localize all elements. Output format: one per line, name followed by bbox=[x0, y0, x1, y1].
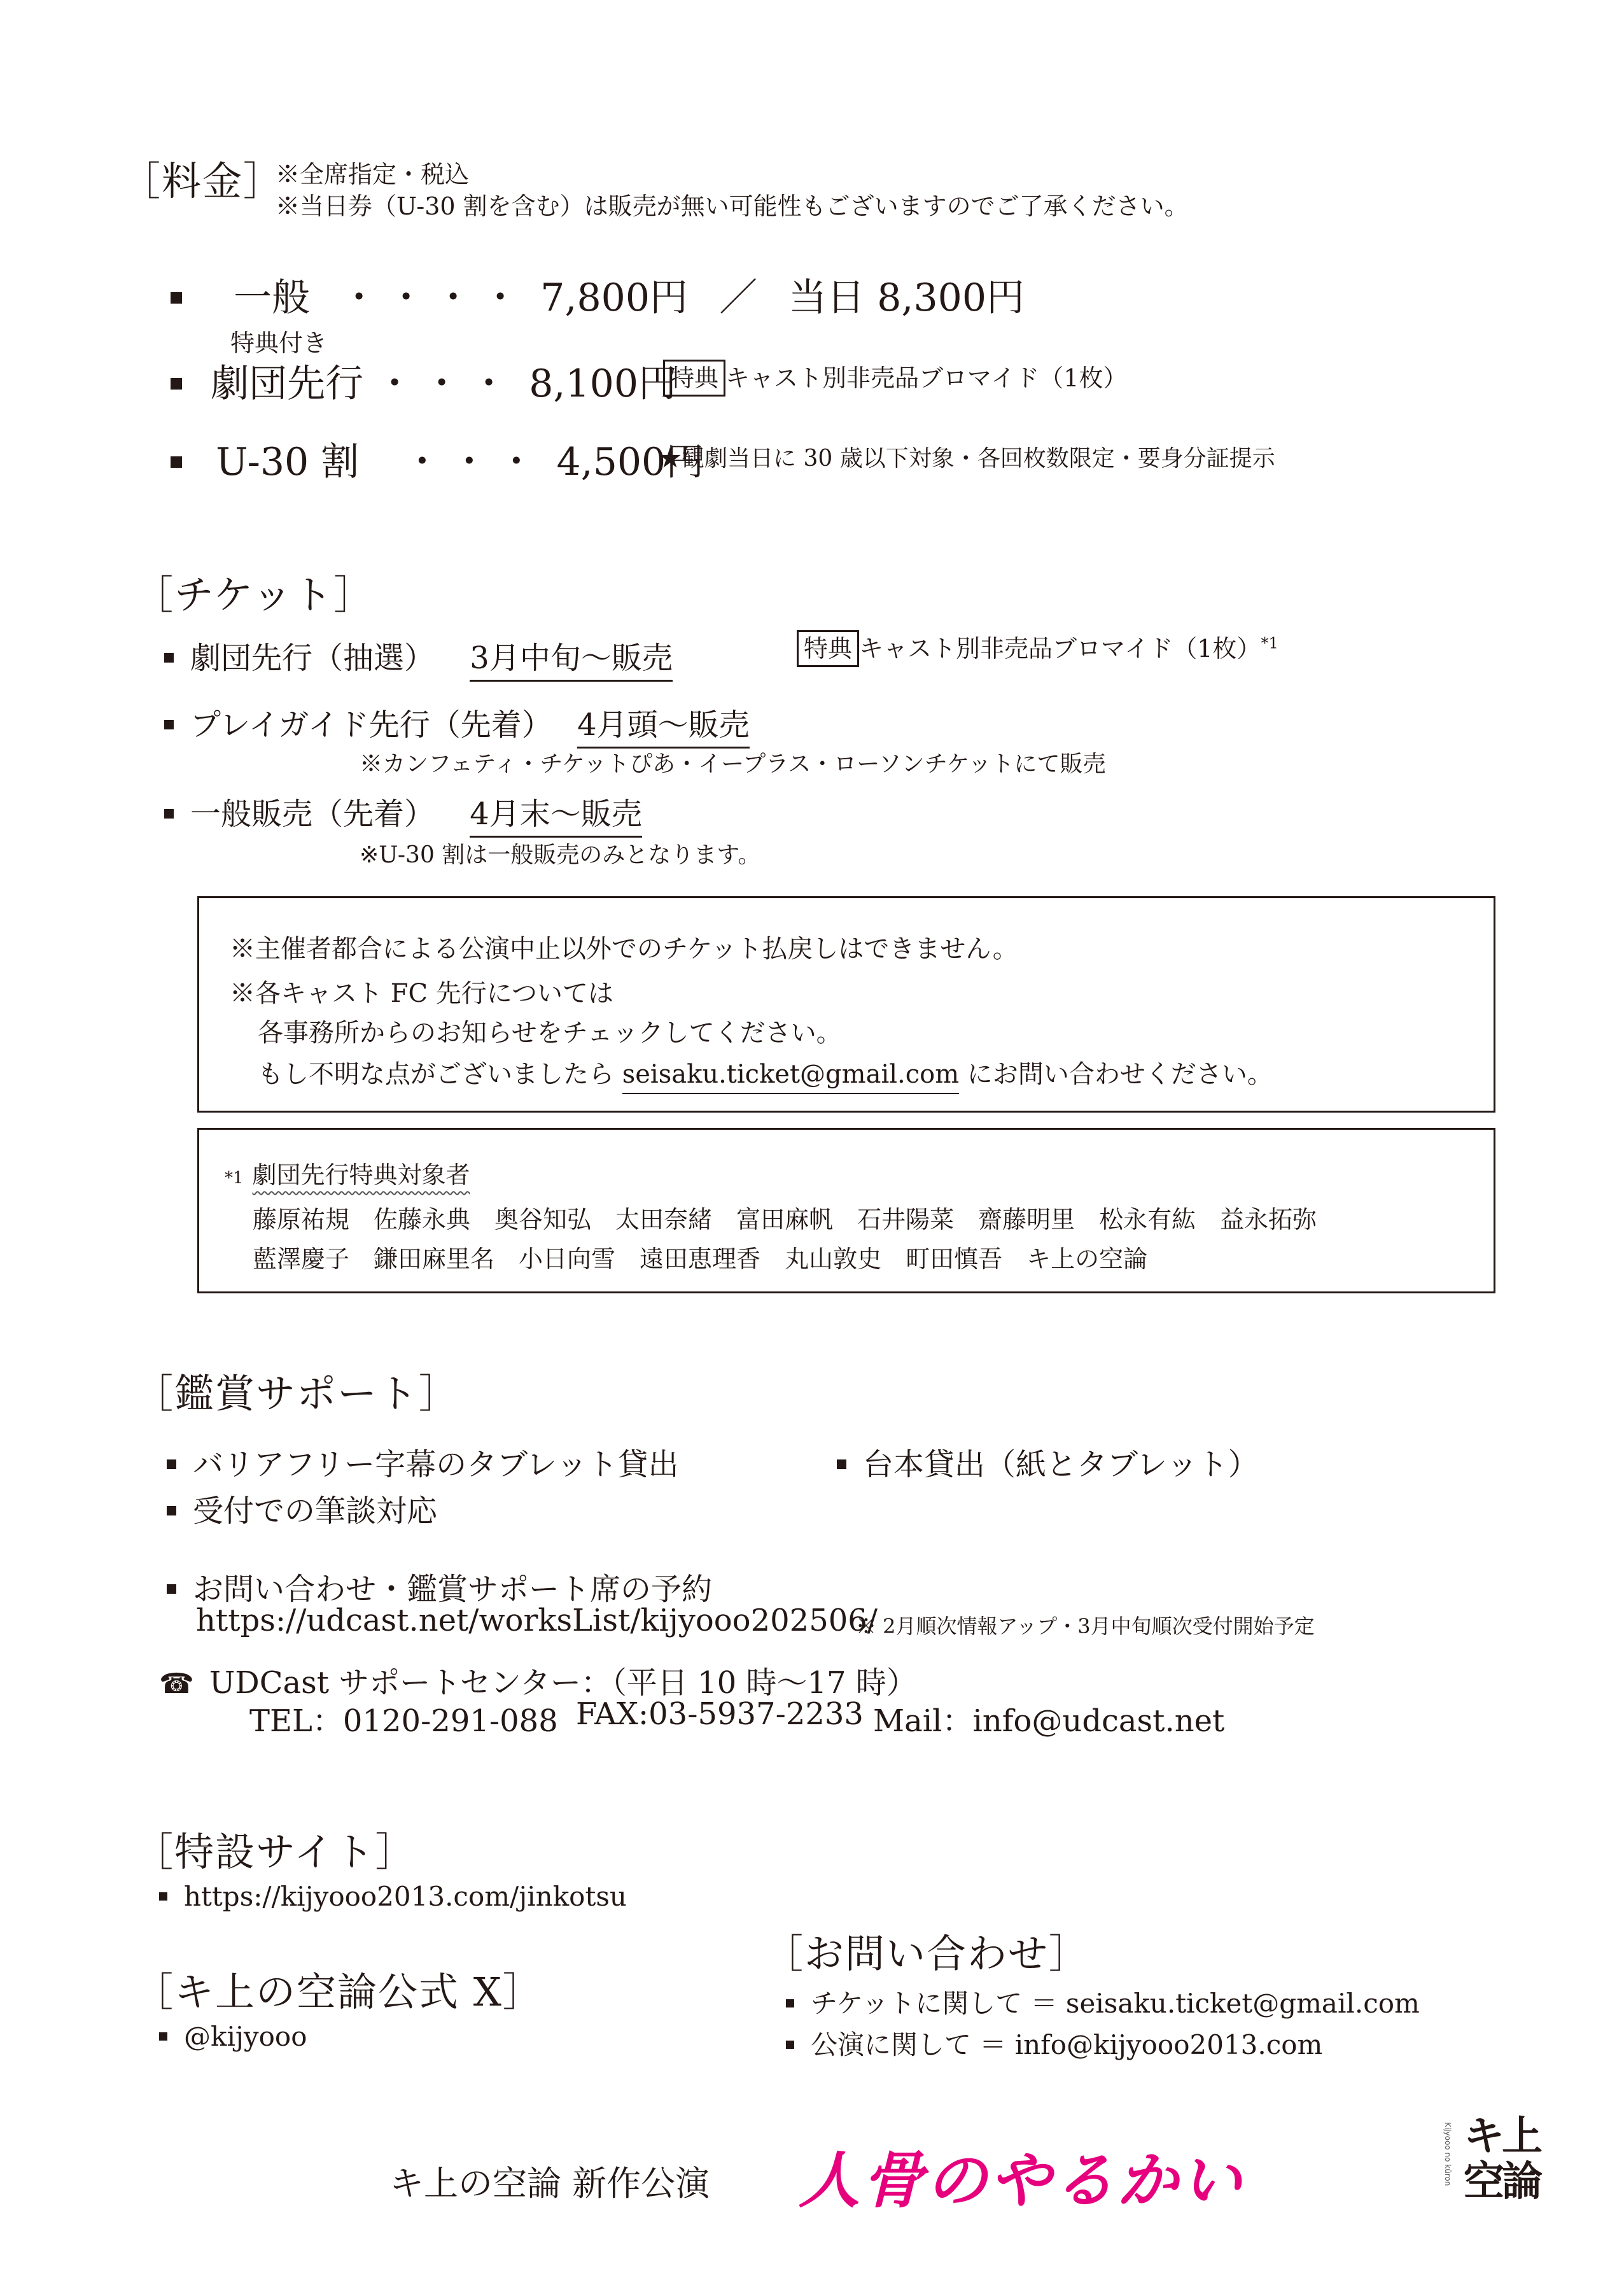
price-dots: ・・・ bbox=[403, 440, 545, 484]
troupe-logo-top: キ上 bbox=[1464, 2113, 1540, 2160]
ticket-troupe-period: 3月中旬〜販売 bbox=[470, 640, 673, 682]
perk-tag: 特典 bbox=[797, 630, 859, 667]
official-x-heading: ［キ上の空論公式 X］ bbox=[134, 1969, 543, 2015]
footnote-marker: *1 bbox=[1261, 634, 1278, 652]
cast-name: 益永拓弥 bbox=[1220, 1206, 1317, 1234]
footnote-marker: *1 bbox=[225, 1169, 244, 1188]
cast-name: 富田麻帆 bbox=[736, 1206, 834, 1234]
bullet-icon bbox=[164, 720, 174, 729]
support-fax: FAX:03-5937-2233 bbox=[576, 1696, 864, 1732]
price-dots: ・・・ bbox=[375, 362, 517, 406]
bullet-icon bbox=[167, 1459, 176, 1469]
refund-notice-box bbox=[197, 896, 1495, 1113]
cast-name: 町田慎吾 bbox=[906, 1245, 1003, 1273]
perk-recipients-box bbox=[197, 1128, 1495, 1293]
ticket-general-note: ※U-30 割は一般販売のみとなります。 bbox=[360, 842, 761, 868]
bullet-icon bbox=[167, 1506, 176, 1515]
cast-name: 佐藤永典 bbox=[374, 1206, 471, 1234]
pricing-heading: ［料金］ bbox=[121, 158, 284, 204]
contact-notice-line: もし不明な点がございましたら seisaku.ticket@gmail.com にお問い合わせください。 bbox=[258, 1054, 1273, 1090]
official-x-row bbox=[159, 2021, 307, 2052]
ticket-general-label: 一般販売（先着） bbox=[190, 796, 435, 832]
price-u30-value: 4,500円 bbox=[556, 440, 704, 484]
site-url-link[interactable]: https://kijyooo2013.com/jinkotsu bbox=[184, 1881, 627, 1912]
cast-name: 藤原祐規 bbox=[253, 1206, 350, 1234]
ticket-playguide-row bbox=[164, 700, 750, 744]
bullet-icon bbox=[786, 1999, 794, 2007]
contact-heading: ［お問い合わせ］ bbox=[764, 1930, 1090, 1977]
contact-ticket-link[interactable]: チケットに関して ＝ seisaku.ticket@gmail.com bbox=[811, 1988, 1420, 2019]
cast-name: 鎌田麻里名 bbox=[374, 1245, 495, 1273]
perk-recipients-row-2 bbox=[253, 1239, 1147, 1274]
price-general-label: 一般 bbox=[234, 276, 311, 320]
price-door-value: 当日 8,300円 bbox=[788, 276, 1025, 320]
ticket-playguide-note: ※カンフェティ・チケットぴあ・イープラス・ローソンチケットにて販売 bbox=[360, 751, 1106, 777]
price-u30-row bbox=[171, 432, 704, 486]
bullet-icon bbox=[167, 1584, 176, 1594]
footer-title-logo: 人骨のやるかい bbox=[799, 2145, 1244, 2216]
ticket-general-period: 4月末〜販売 bbox=[470, 796, 642, 838]
bullet-icon bbox=[164, 809, 174, 819]
support-tel: TEL：0120-291-088 bbox=[249, 1703, 558, 1739]
support-item: バリアフリー字幕のタブレット貸出 bbox=[167, 1440, 679, 1484]
cast-name: 太田奈緒 bbox=[615, 1206, 713, 1234]
bullet-icon bbox=[837, 1459, 846, 1469]
ticket-troupe-row bbox=[164, 633, 673, 677]
bullet-icon bbox=[171, 378, 182, 390]
support-item: 受付での筆談対応 bbox=[167, 1486, 437, 1530]
bullet-icon bbox=[171, 292, 182, 304]
price-troupe-value: 8,100円 bbox=[529, 362, 677, 406]
price-troupe-perk bbox=[663, 358, 1127, 397]
price-general-value: 7,800円 bbox=[540, 276, 689, 320]
official-x-handle-link[interactable]: @kijyooo bbox=[184, 2021, 307, 2052]
support-heading: ［鑑賞サポート］ bbox=[134, 1370, 460, 1417]
site-link-row bbox=[159, 1881, 627, 1912]
bullet-icon bbox=[786, 2041, 794, 2049]
price-u30-desc: ★観劇当日に 30 歳以下対象・各回枚数限定・要身分証提示 bbox=[659, 446, 1275, 472]
cast-name: 奥谷知弘 bbox=[494, 1206, 592, 1234]
site-heading: ［特設サイト］ bbox=[134, 1829, 416, 1875]
price-general-row bbox=[171, 267, 1025, 322]
cast-name: 小日向雪 bbox=[519, 1245, 616, 1273]
cast-name: 丸山敦史 bbox=[785, 1245, 882, 1273]
bullet-icon bbox=[171, 456, 182, 468]
support-item: 台本貸出（紙とタブレット） bbox=[837, 1440, 1259, 1484]
contact-email-link[interactable]: seisaku.ticket@gmail.com bbox=[622, 1060, 959, 1094]
support-center-row: ☎ UDCast サポートセンター：（平日 10 時〜17 時） bbox=[159, 1665, 917, 1701]
footer-presenter: キ上の空論 新作公演 bbox=[389, 2163, 710, 2204]
contact-ticket-row bbox=[786, 1983, 1420, 2021]
support-mail: Mail：info@udcast.net bbox=[873, 1703, 1225, 1739]
fc-notice-line: ※各キャスト FC 先行については bbox=[230, 979, 613, 1008]
cast-name: 松永有紘 bbox=[1099, 1206, 1196, 1234]
contact-show-link[interactable]: 公演に関して ＝ info@kijyooo2013.com bbox=[811, 2029, 1323, 2060]
cast-name: キ上の空論 bbox=[1026, 1245, 1148, 1273]
bullet-icon bbox=[159, 2032, 167, 2041]
price-separator: ／ bbox=[719, 276, 758, 320]
cast-name: 石井陽菜 bbox=[857, 1206, 955, 1234]
troupe-logo-small: Kijyooo no kūron bbox=[1443, 2122, 1452, 2186]
cast-name: 齋藤明里 bbox=[978, 1206, 1075, 1234]
price-dots: ・・・・ bbox=[340, 276, 529, 320]
refund-notice-line: ※主催者都合による公演中止以外でのチケット払戻しはできません。 bbox=[230, 934, 1018, 964]
troupe-logo-bottom: 空論 bbox=[1464, 2158, 1540, 2205]
pricing-note-2: ※当日券（U-30 割を含む）は販売が無い可能性もございますのでご了承ください。 bbox=[276, 192, 1189, 220]
support-url-note: ※ 2月順次情報アップ・3月中旬順次受付開始予定 bbox=[856, 1614, 1315, 1638]
ticket-playguide-label: プレイガイド先行（先着） bbox=[190, 707, 552, 743]
price-troupe-row bbox=[171, 353, 676, 408]
support-url-link[interactable]: https://udcast.net/worksList/kijyooo202506/ bbox=[196, 1603, 878, 1638]
ticket-general-row bbox=[164, 789, 642, 833]
perk-desc: キャスト別非売品ブロマイド（1枚） bbox=[725, 364, 1128, 392]
telephone-icon: ☎ bbox=[159, 1668, 194, 1700]
ticket-heading: ［チケット］ bbox=[134, 572, 375, 618]
troupe-logo bbox=[1443, 2113, 1546, 2205]
pricing-note-1: ※全席指定・税込 bbox=[276, 160, 470, 188]
price-u30-label: U-30 割 bbox=[216, 440, 360, 484]
cast-name: 藍澤慶子 bbox=[253, 1245, 350, 1273]
perk-desc: キャスト別非売品ブロマイド（1枚） bbox=[859, 635, 1261, 663]
fc-notice-line: 各事務所からのお知らせをチェックしてください。 bbox=[258, 1018, 842, 1048]
bullet-icon bbox=[159, 1892, 167, 1901]
bullet-icon bbox=[164, 653, 174, 663]
perk-caption: 特典付き bbox=[230, 329, 328, 357]
cast-name: 遠田恵理香 bbox=[640, 1245, 761, 1273]
perk-recipients-title: *1 劇団先行特典対象者 bbox=[225, 1161, 470, 1189]
ticket-playguide-period: 4月頭〜販売 bbox=[577, 707, 750, 749]
ticket-troupe-label: 劇団先行（抽選） bbox=[190, 640, 435, 676]
perk-tag: 特典 bbox=[663, 360, 725, 397]
price-troupe-label: 劇団先行 bbox=[211, 362, 364, 406]
perk-recipients-row-1 bbox=[253, 1200, 1317, 1235]
contact-show-row bbox=[786, 2024, 1322, 2062]
ticket-troupe-perk bbox=[797, 629, 1278, 667]
support-item: お問い合わせ・鑑賞サポート席の予約 bbox=[167, 1564, 712, 1608]
